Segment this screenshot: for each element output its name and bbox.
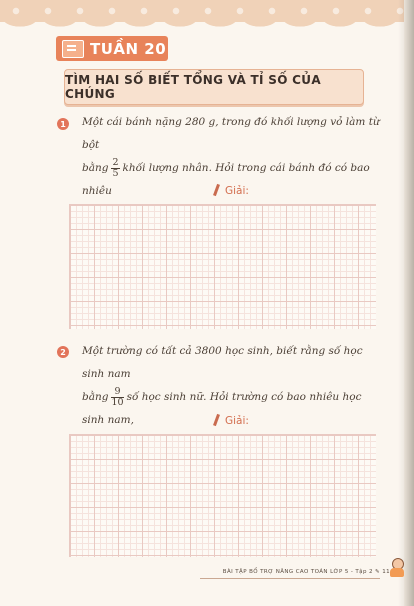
band-dots xyxy=(0,4,414,18)
book-spine xyxy=(404,0,414,606)
fraction-denominator: 5 xyxy=(112,167,119,179)
solution-label xyxy=(211,184,249,198)
solution-label xyxy=(211,414,249,428)
pencil-icon xyxy=(211,414,221,428)
problem-text-fragment: số học sinh nữ. Hỏi trường có bao nhiêu học sinh nam, xyxy=(82,391,362,426)
fraction-numerator: 9 xyxy=(111,387,123,398)
fraction-denominator: 10 xyxy=(111,396,124,408)
problem-text-fragment: bằng xyxy=(82,162,109,174)
answer-grid[interactable] xyxy=(69,434,376,557)
problem-line: Một cái bánh nặng 280 g, trong đó khối lượng vỏ làm từ bột xyxy=(82,116,380,151)
answer-grid[interactable] xyxy=(69,204,376,329)
mascot-icon xyxy=(388,556,406,578)
problem-text-fragment: bằng xyxy=(82,391,109,403)
fraction-numerator: 2 xyxy=(112,156,119,168)
fraction xyxy=(111,387,123,408)
notebook-icon xyxy=(62,40,84,58)
footer-divider xyxy=(200,578,380,579)
page-footer: BÀI TẬP BỔ TRỢ NÂNG CAO TOÁN LỚP 5 - Tập 2 ✎ 11 xyxy=(222,569,390,575)
pencil-icon xyxy=(211,184,221,198)
problem-number: 1 xyxy=(57,118,69,130)
fraction xyxy=(111,158,119,179)
problem-text-fragment: khối lượng nhân. Hỏi trong cái bánh đó có bao nhiêu xyxy=(82,162,370,197)
top-wave xyxy=(0,18,414,28)
problem-number: 2 xyxy=(57,346,69,358)
mascot-body xyxy=(390,568,404,577)
topic-title: TÌM HAI SỐ BIẾT TỔNG VÀ TỈ SỐ CỦA CHÚNG xyxy=(64,69,364,105)
problem-line: Một trường có tất cả 3800 học sinh, biết rằng số học sinh nam xyxy=(82,345,363,380)
solution-label-text: Giải: xyxy=(225,415,249,427)
week-badge xyxy=(56,36,168,61)
week-label: TUẦN 20 xyxy=(90,39,167,58)
solution-label-text: Giải: xyxy=(225,185,249,197)
